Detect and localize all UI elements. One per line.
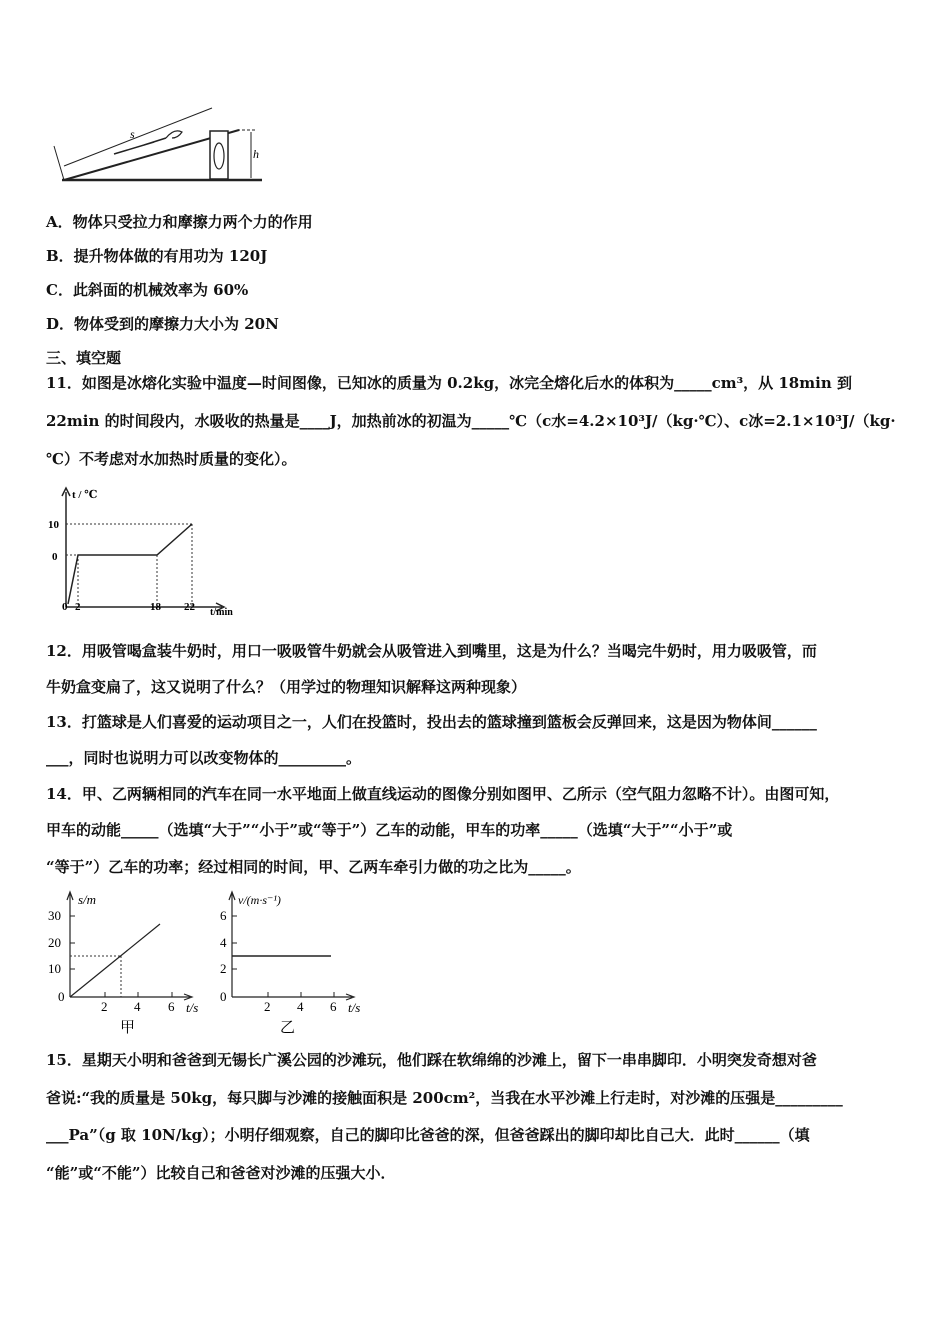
- x-axis-label: t/min: [210, 607, 233, 618]
- q15-line3: ___Pa”（g 取 10N/kg）；小明仔细观察，自己的脚印比爸爸的深，但爸爸踩出的脚印却比自己大．此时______（填: [46, 1126, 810, 1144]
- q13-line2: ___，同时也说明力可以改变物体的_________。: [46, 749, 362, 767]
- x-tick-18: 18: [150, 601, 161, 613]
- option-d: D．物体受到的摩擦力大小为 20N: [46, 315, 279, 333]
- distance-line: [70, 924, 160, 997]
- y-axis-label: t / ℃: [72, 489, 98, 501]
- spring-scale: [114, 138, 166, 154]
- y-axis-label: s/m: [78, 892, 97, 907]
- q14-line1: 14．甲、乙两辆相同的汽车在同一水平地面上做直线运动的图像分别如图甲、乙所示（空气阻力忽略不计）。由图可知，: [46, 785, 840, 803]
- option-b: B．提升物体做的有用功为 120J: [46, 247, 268, 265]
- x-axis-label: t/s: [348, 1000, 361, 1015]
- y-tick-0: 0: [220, 989, 227, 1004]
- x-tick-6: 6: [168, 999, 175, 1014]
- x-axis-label: t/s: [186, 1000, 199, 1015]
- x-tick-2: 2: [75, 601, 81, 613]
- x-tick-6: 6: [330, 999, 337, 1014]
- caption-yi: 乙: [280, 1020, 296, 1036]
- hand-icon: [166, 131, 182, 138]
- h-label: h: [253, 147, 259, 161]
- x-tick-22: 22: [184, 601, 195, 613]
- option-c: C．此斜面的机械效率为 60%: [46, 281, 249, 299]
- q11-line1: 11．如图是冰熔化实验中温度—时间图像，已知冰的质量为 0.2kg，冰完全熔化后水的体积为_____cm³，从 18min 到: [46, 374, 852, 392]
- caption-jia: 甲: [120, 1020, 136, 1036]
- q11-line2: 22min 的时间段内，水吸收的热量是____J，加热前冰的初温为_____℃（c水=4.2×10³J/（kg·℃）、c冰=2.1×10³J/（kg·: [46, 412, 896, 430]
- q12-line1: 12．用吸管喝盒装牛奶时，用口一吸吸管牛奶就会从吸管进入到嘴里，这是为什么？当喝完牛奶时，用力吸吸管，而: [46, 642, 817, 660]
- y-tick-0: 0: [52, 551, 58, 563]
- x-tick-2: 2: [264, 999, 271, 1014]
- y-tick-0: 0: [58, 989, 65, 1004]
- q15-line4: “能”或“不能”）比较自己和爸爸对沙滩的压强大小．: [46, 1164, 396, 1182]
- y-tick-10: 10: [48, 519, 59, 531]
- q15-line1: 15．星期天小明和爸爸到无锡长广溪公园的沙滩玩，他们踩在软绵绵的沙滩上，留下一串串脚印．小明突发奇想对爸: [46, 1051, 817, 1069]
- y-tick-6: 6: [220, 908, 227, 923]
- y-tick-10: 10: [48, 961, 61, 976]
- y-tick-20: 20: [48, 935, 61, 950]
- y-tick-2: 2: [220, 961, 227, 976]
- y-tick-30: 30: [48, 908, 61, 923]
- x-tick-4: 4: [297, 999, 304, 1014]
- q11-line3: ℃）不考虑对水加热时质量的变化）。: [46, 450, 297, 468]
- y-tick-4: 4: [220, 935, 227, 950]
- temperature-curve: [68, 524, 192, 604]
- s-label: s: [130, 127, 135, 141]
- x-tick-0: 0: [62, 601, 68, 613]
- y-axis-label: v/(m·s⁻¹): [238, 893, 281, 907]
- s-dimension-line: [64, 108, 212, 166]
- graph-jia: [44, 886, 214, 1038]
- support-block: [210, 131, 228, 179]
- x-tick-4: 4: [134, 999, 141, 1014]
- q13-line1: 13．打篮球是人们喜爱的运动项目之一，人们在投篮时，投出去的篮球撞到篮板会反弹回来，这是因为物体间______: [46, 713, 817, 731]
- section-title: 三、填空题: [46, 349, 122, 367]
- graph-yi: [214, 886, 374, 1038]
- option-a: A．物体只受拉力和摩擦力两个力的作用: [46, 213, 313, 231]
- q12-line2: 牛奶盒变扁了，这又说明了什么？（用学过的物理知识解释这两种现象）: [46, 678, 527, 696]
- q14-line2: 甲车的动能_____（选填“大于”“小于”或“等于”）乙车的动能，甲车的功率_____（选填“大于”“小于”或: [46, 821, 733, 839]
- incline-figure: [44, 98, 266, 186]
- incline-edge: [54, 146, 64, 180]
- ice-melting-graph: [44, 482, 254, 620]
- x-tick-2: 2: [101, 999, 108, 1014]
- q15-line2: 爸说:“我的质量是 50kg，每只脚与沙滩的接触面积是 200cm²，当我在水平沙滩上行走时，对沙滩的压强是_________: [46, 1089, 843, 1107]
- q14-line3: “等于”）乙车的功率；经过相同的时间，甲、乙两车牵引力做的功之比为_____。: [46, 858, 581, 876]
